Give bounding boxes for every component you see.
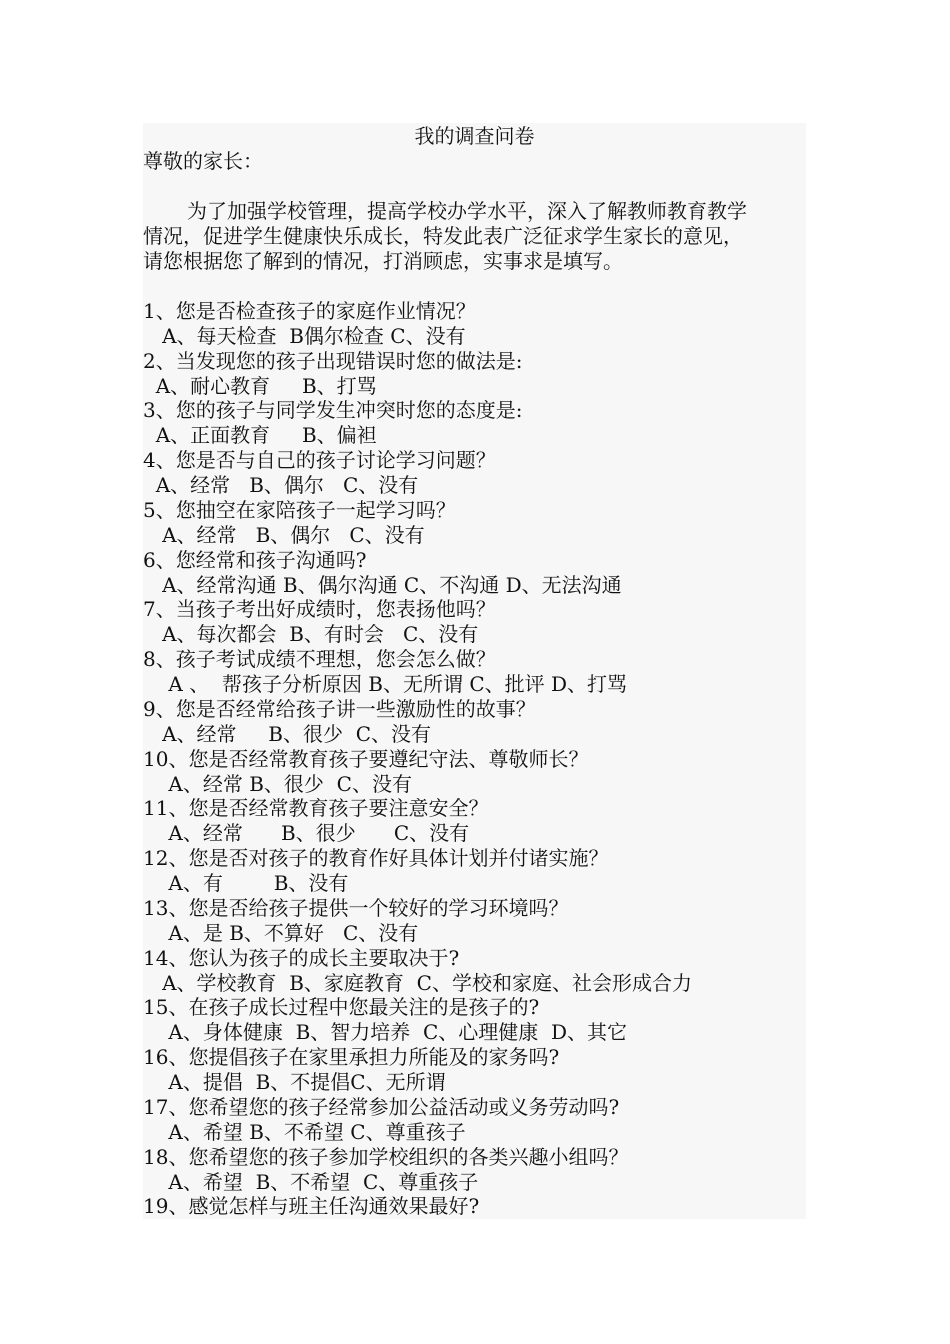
question-options: A、正面教育 B、偏袒 (143, 423, 377, 447)
question-options: A、希望 B、不希望 C、尊重孩子 (143, 1170, 479, 1194)
question-options: A、提倡 B、不提倡C、无所谓 (143, 1070, 446, 1094)
question-options: A、经常沟通 B、偶尔沟通 C、不沟通 D、无法沟通 (143, 573, 622, 597)
question-text: 4、您是否与自己的孩子讨论学习问题？ (143, 448, 496, 472)
question-text: 19、感觉怎样与班主任沟通效果最好? (143, 1194, 480, 1218)
question-text: 13、您是否给孩子提供一个较好的学习环境吗？ (143, 896, 569, 920)
question-options: A、每次都会 B、有时会 C、没有 (143, 622, 479, 646)
question-options: A、学校教育 B、家庭教育 C、学校和家庭、社会形成合力 (143, 971, 692, 995)
intro-line: 为了加强学校管理，提高学校办学水平，深入了解教师教育教学 (187, 199, 747, 223)
question-options: A、经常 B、偶尔 C、没有 (143, 523, 425, 547)
question-text: 5、您抽空在家陪孩子一起学习吗？ (143, 498, 456, 522)
question-text: 8、孩子考试成绩不理想，您会怎么做？ (143, 647, 496, 671)
question-text: 6、您经常和孩子沟通吗? (143, 548, 367, 572)
question-options: A、每天检查 B偶尔检查 C、没有 (143, 324, 466, 348)
question-text: 3、您的孩子与同学发生冲突时您的态度是: (143, 398, 523, 422)
question-text: 1、您是否检查孩子的家庭作业情况？ (143, 299, 476, 323)
question-text: 9、您是否经常给孩子讲一些激励性的故事？ (143, 697, 536, 721)
document-title: 我的调查问卷 (414, 124, 535, 148)
question-text: 10、您是否经常教育孩子要遵纪守法、尊敬师长？ (143, 747, 589, 771)
question-options: A、经常 B、很少 C、没有 (143, 821, 470, 845)
question-text: 12、您是否对孩子的教育作好具体计划并付诸实施？ (143, 846, 609, 870)
question-options: A、经常 B、偶尔 C、没有 (143, 473, 419, 497)
question-options: A、有 B、没有 (143, 871, 349, 895)
intro-line: 情况，促进学生健康快乐成长，特发此表广泛征求学生家长的意见， (143, 224, 743, 248)
question-text: 17、您希望您的孩子经常参加公益活动或义务劳动吗? (143, 1095, 620, 1119)
salutation: 尊敬的家长： (143, 149, 263, 173)
question-options: A、是 B、不算好 C、没有 (143, 921, 419, 945)
question-options: A、耐心教育 B、打骂 (143, 374, 377, 398)
intro-line: 请您根据您了解到的情况，打消顾虑，实事求是填写。 (143, 249, 623, 273)
question-text: 11、您是否经常教育孩子要注意安全？ (143, 796, 489, 820)
question-text: 18、您希望您的孩子参加学校组织的各类兴趣小组吗？ (143, 1145, 629, 1169)
question-options: A、经常 B、很少 C、没有 (143, 722, 432, 746)
question-text: 16、您提倡孩子在家里承担力所能及的家务吗? (143, 1045, 560, 1069)
question-text: 15、在孩子成长过程中您最关注的是孩子的? (143, 995, 540, 1019)
question-text: 2、当发现您的孩子出现错误时您的做法是: (143, 349, 523, 373)
question-text: 14、您认为孩子的成长主要取决于? (143, 946, 460, 970)
question-options: A、经常 B、很少 C、没有 (143, 772, 412, 796)
question-options: A、身体健康 B、智力培养 C、心理健康 D、其它 (143, 1020, 628, 1044)
question-options: A 、 帮孩子分析原因 B、无所谓 C、批评 D、打骂 (143, 672, 628, 696)
question-options: A、希望 B、不希望 C、尊重孩子 (143, 1120, 466, 1144)
document-page (143, 123, 806, 1219)
question-text: 7、当孩子考出好成绩时，您表扬他吗？ (143, 597, 496, 621)
